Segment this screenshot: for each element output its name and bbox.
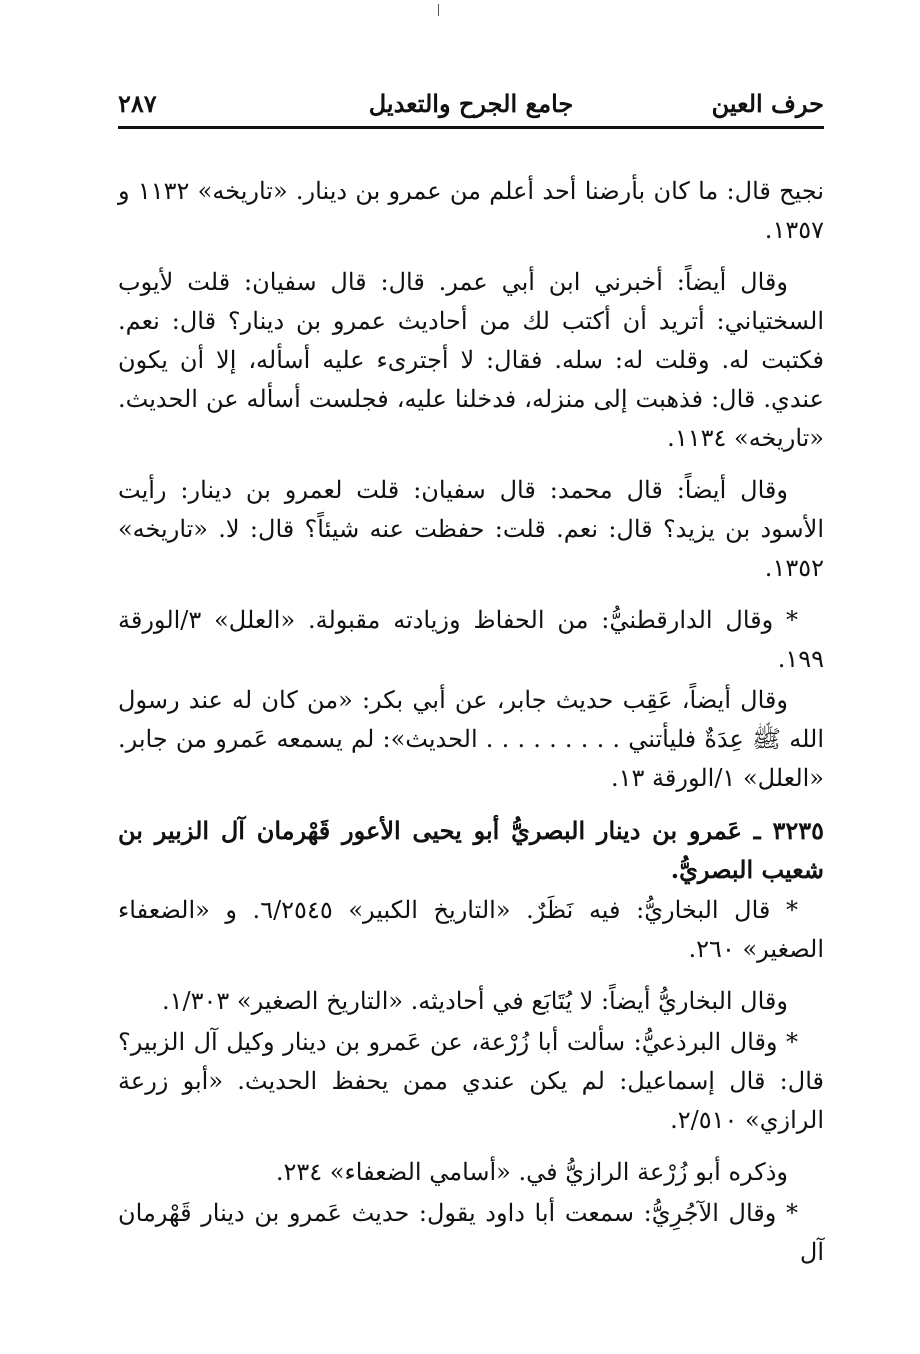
paragraph: نجيح قال: ما كان بأرضنا أحد أعلم من عمرو بن دينار. «تاريخه» ١١٣٢ و ١٣٥٧. [118, 177, 825, 244]
paragraph: وقال أيضاً: قال محمد: قال سفيان: قلت لعمرو بن دينار: رأيت الأسود بن يزيد؟ قال: نعم. قلت: حفظت عنه شيئاً؟ قال: لا. «تاريخه» ١٣٥٢. [118, 476, 824, 582]
paragraph: وقال أيضاً: أخبرني ابن أبي عمر. قال: قال سفيان: قلت لأيوب السختياني: أتريد أن أكتب لك من أحاديث عمرو بن دينار؟ قال: نعم. فكتبت له. وقلت له: سله. فقال: لا أجترىء عليه أسأله، إلا أن يكون عندي. قال: فذهبت إلى منزله، فدخلنا عليه، فجلست أسأله عن الحديث. «تاريخه» ١١٣٤. [118, 268, 824, 452]
paragraph: * وقال الدارقطنيُّ: من الحفاظ وزيادته مقبولة. «العلل» ٣/الورقة ١٩٩. [118, 606, 824, 673]
paragraph: وذكره أبو زُرْعة الرازيُّ في. «أسامي الضعفاء» ٢٣٤. [275, 1158, 788, 1186]
header-chapter-title: حرف العين [711, 89, 824, 118]
paragraph: وقال البخاريُّ أيضاً: لا يُتَابَع في أحاديثه. «التاريخ الصغير» ١/٣٠٣. [161, 987, 788, 1015]
header-rule [118, 126, 824, 129]
paragraph: * وقال البرذعيُّ: سألت أبا زُرْعة، عن عَمرو بن دينار وكيل آل الزبير؟ قال: قال إسماعيل: لم يكن عندي ممن يحفظ الحديث. «أبو زرعة الرازي» ٢/٥١٠. [118, 1028, 824, 1134]
paragraph: وقال أيضاً، عَقِب حديث جابر، عن أبي بكر: «من كان له عند رسول الله ﷺ عِدَةٌ فليأتني . . . . . . . . . الحديث»: لم يسمعه عَمرو من جابر. «العلل» ١/الورقة ١٣. [118, 686, 824, 792]
header-book-title: جامع الجرح والتعديل [368, 89, 574, 118]
scan-mark [438, 4, 439, 16]
entry-heading: ٣٢٣٥ ـ عَمرو بن دينار البصريُّ أبو يحيى الأعور قَهْرمان آل الزبير بن شعيب البصريُّ. [118, 816, 824, 884]
paragraph: * قال البخاريُّ: فيه نَظَرٌ. «التاريخ الكبير» ٦/٢٥٤٥. و «الضعفاء الصغير» ٢٦٠. [118, 896, 824, 963]
page-body [118, 172, 824, 1285]
running-header [118, 84, 824, 124]
page-number: ٢٨٧ [118, 89, 157, 118]
paragraph: * وقال الآجُرِيُّ: سمعت أبا داود يقول: حديث عَمرو بن دينار قَهْرمان آل [118, 1199, 824, 1266]
